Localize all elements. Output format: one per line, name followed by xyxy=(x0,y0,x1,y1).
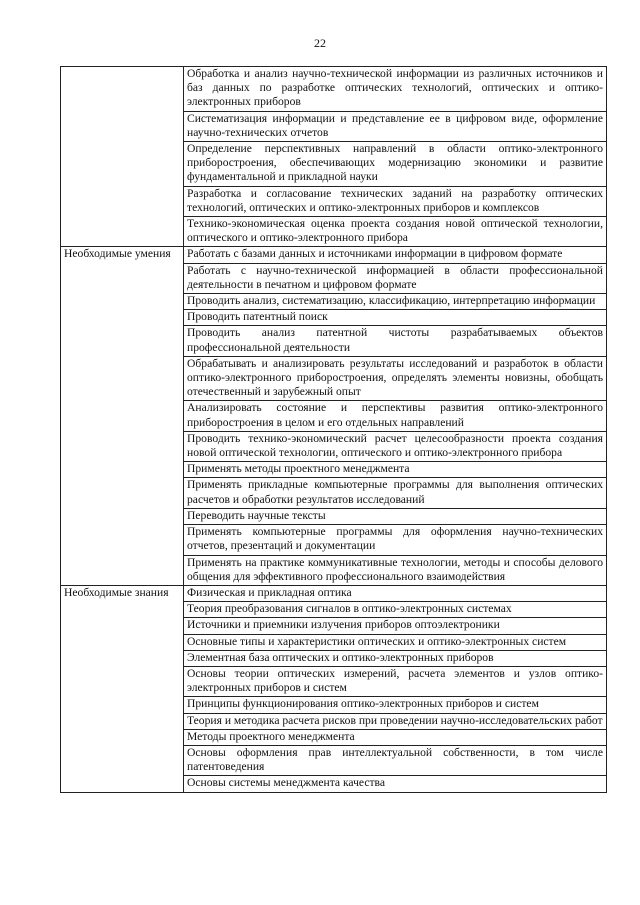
requirement-item: Обрабатывать и анализировать результаты исследований и разработок в области оптико-электронного приборостроения, определять элементы новизны, обобщать отечественный и зарубежный опыт xyxy=(184,356,607,401)
requirement-item: Разработка и согласование технических заданий на разработку оптических технологий, оптических и оптико-электронных приборов и комплексов xyxy=(184,186,607,216)
requirement-item: Переводить научные тексты xyxy=(184,508,607,524)
requirement-item: Теория и методика расчета рисков при проведении научно-исследовательских работ xyxy=(184,713,607,729)
requirement-item: Применять на практике коммуникативные технологии, методы и способы делового общения для эффективного профессионального взаимодействия xyxy=(184,555,607,585)
page-number: 22 xyxy=(314,36,326,50)
requirement-item: Проводить патентный поиск xyxy=(184,310,607,326)
requirement-item: Проводить технико-экономический расчет целесообразности проекта создания новой оптической технологии, оптического и оптико-электронного прибора xyxy=(184,431,607,461)
requirement-item: Теория преобразования сигналов в оптико-электронных системах xyxy=(184,602,607,618)
table-row xyxy=(61,67,607,112)
requirement-item: Основы системы менеджмента качества xyxy=(184,776,607,792)
requirement-item: Применять методы проектного менеджмента xyxy=(184,462,607,478)
requirement-item: Анализировать состояние и перспективы развития оптико-электронного приборостроения в целом и его отдельных направлений xyxy=(184,401,607,431)
section-label: Необходимые умения xyxy=(61,247,184,585)
requirement-item: Источники и приемники излучения приборов оптоэлектроники xyxy=(184,618,607,634)
requirement-item: Применять компьютерные программы для оформления научно-технических отчетов, презентаций и документации xyxy=(184,525,607,555)
requirement-item: Проводить анализ, систематизацию, классификацию, интерпретацию информации xyxy=(184,294,607,310)
requirement-item: Работать с научно-технической информацией в области профессиональной деятельности в печатном и цифровом формате xyxy=(184,263,607,293)
section-label: Необходимые знания xyxy=(61,585,184,792)
requirements-table xyxy=(60,66,607,793)
requirement-item: Работать с базами данных и источниками информации в цифровом формате xyxy=(184,247,607,263)
requirement-item: Основные типы и характеристики оптических и оптико-электронных систем xyxy=(184,634,607,650)
requirement-item: Физическая и прикладная оптика xyxy=(184,585,607,601)
table-body xyxy=(61,67,607,793)
requirement-item: Технико-экономическая оценка проекта создания новой оптической технологии, оптического и оптико-электронного прибора xyxy=(184,217,607,247)
requirement-item: Определение перспективных направлений в области оптико-электронного приборостроения, обеспечивающих модернизацию экономики и развитие фундаментальной и прикладной науки xyxy=(184,142,607,187)
requirement-item: Систематизация информации и представление ее в цифровом виде, оформление научно-технических отчетов xyxy=(184,111,607,141)
requirement-item: Обработка и анализ научно-технической информации из различных источников и баз данных по разработке оптических технологий, оптических и оптико-электронных приборов xyxy=(184,67,607,112)
requirement-item: Методы проектного менеджмента xyxy=(184,729,607,745)
table-row xyxy=(61,585,607,601)
requirement-item: Основы оформления прав интеллектуальной собственности, в том числе патентоведения xyxy=(184,745,607,775)
requirement-item: Принципы функционирования оптико-электронных приборов и систем xyxy=(184,697,607,713)
requirement-item: Основы теории оптических измерений, расчета элементов и узлов оптико-электронных приборов и систем xyxy=(184,666,607,696)
requirement-item: Применять прикладные компьютерные программы для выполнения оптических расчетов и обработки результатов исследований xyxy=(184,478,607,508)
requirement-item: Проводить анализ патентной чистоты разрабатываемых объектов профессиональной деятельности xyxy=(184,326,607,356)
section-label xyxy=(61,67,184,247)
requirement-item: Элементная база оптических и оптико-электронных приборов xyxy=(184,650,607,666)
table-row xyxy=(61,247,607,263)
